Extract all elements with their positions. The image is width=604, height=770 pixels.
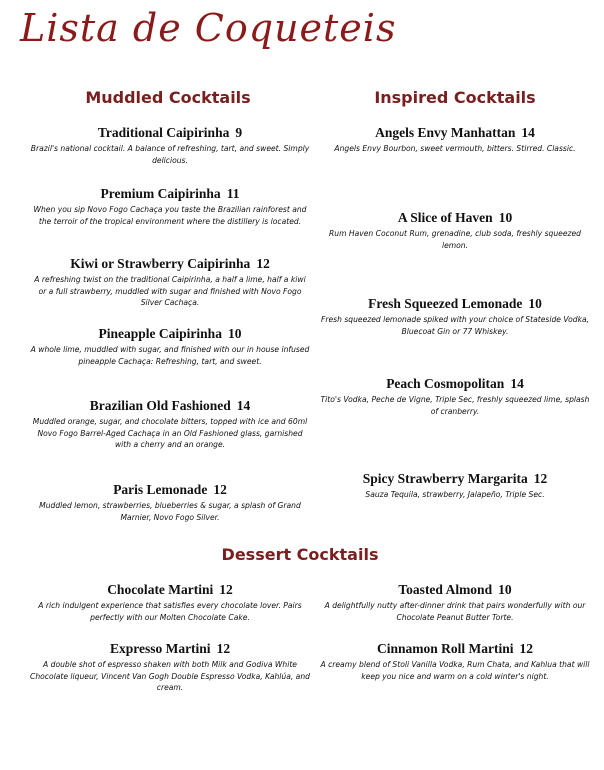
item-description: Sauza Tequila, strawberry, Jalapeño, Triple Sec. [365, 490, 545, 499]
item-price: 14 [521, 125, 535, 140]
menu-item [30, 326, 310, 367]
item-title [316, 125, 594, 141]
item-name: Paris Lemonade [113, 482, 208, 497]
item-name: Peach Cosmopolitan [386, 376, 505, 391]
item-title [30, 125, 310, 141]
menu-item [316, 641, 594, 682]
item-price: 14 [510, 376, 524, 391]
page-title: Lista de Coqueteis [20, 6, 397, 50]
item-title [30, 641, 310, 657]
item-description: A whole lime, muddled with sugar, and finished with our in house infused pineapple Cachaça: Refreshing, tart, and sweet. [30, 345, 310, 366]
item-description: Muddled orange, sugar, and chocolate bitters, topped with ice and 60ml Novo Fogo Barrel-Aged Cachaça in an Old Fashioned glass, garnished with a cherry and an orange. [32, 417, 308, 449]
item-name: Cinnamon Roll Martini [376, 641, 514, 656]
item-description: Tito's Vodka, Peche de Vigne, Triple Sec, freshly squeezed lime, splash of cranberry. [320, 395, 590, 416]
item-name: Premium Caipirinha [100, 186, 221, 201]
menu-item [316, 471, 594, 501]
menu-item [30, 186, 310, 227]
menu-item [30, 482, 310, 523]
item-description: A delightfully nutty after-dinner drink that pairs wonderfully with our Chocolate Peanut Butter Torte. [324, 601, 586, 622]
item-price: 12 [216, 641, 231, 656]
item-name: Spicy Strawberry Margarita [362, 471, 528, 486]
section-heading-inspired: Inspired Cocktails [374, 88, 536, 107]
menu-item [316, 582, 594, 623]
menu-item [316, 210, 594, 251]
section-heading-muddled: Muddled Cocktails [85, 88, 251, 107]
menu-item [316, 296, 594, 337]
item-title [316, 582, 594, 598]
item-price: 12 [519, 641, 533, 656]
item-description: When you sip Novo Fogo Cachaça you taste the Brazilian rainforest and the terroir of the tropical environment where the distillery is located. [33, 205, 307, 226]
item-title [30, 186, 310, 202]
item-price: 12 [533, 471, 548, 486]
menu-item [316, 125, 594, 155]
item-description: Angels Envy Bourbon, sweet vermouth, bitters. Stirred. Classic. [334, 144, 576, 153]
item-name: A Slice of Haven [397, 210, 493, 225]
item-name: Traditional Caipirinha [97, 125, 230, 140]
item-name: Fresh Squeezed Lemonade [368, 296, 523, 311]
item-description: A double shot of espresso shaken with both Milk and Godiva White Chocolate liqueur, Vincent Van Gogh Double Espresso Vodka, Kahlúa, and cream. [30, 660, 310, 692]
item-title [316, 641, 594, 657]
item-title [316, 376, 594, 392]
item-price: 12 [219, 582, 233, 597]
item-title [316, 296, 594, 312]
item-title [30, 256, 310, 272]
item-title [316, 210, 594, 226]
item-description: Fresh squeezed lemonade spiked with your choice of Stateside Vodka, Bluecoat Gin or 77 Whiskey. [320, 315, 590, 336]
section-heading-dessert: Dessert Cocktails [221, 545, 379, 564]
item-name: Toasted Almond [398, 582, 493, 597]
item-price: 10 [227, 326, 242, 341]
item-name: Expresso Martini [109, 641, 211, 656]
item-description: A creamy blend of Stoli Vanilla Vodka, Rum Chata, and Kahlua that will keep you nice and warm on a cold winter's night. [320, 660, 590, 681]
item-price: 10 [528, 296, 542, 311]
item-title [30, 482, 310, 498]
item-description: A refreshing twist on the traditional Caipirinha, a half a lime, half a kiwi or a full strawberry, muddled with sugar and finished with Novo Fogo Silver Cachaça. [34, 275, 306, 307]
item-price: 9 [235, 125, 243, 140]
item-price: 12 [256, 256, 270, 271]
item-price: 10 [498, 582, 512, 597]
item-price: 10 [498, 210, 513, 225]
item-title [30, 398, 310, 414]
item-name: Chocolate Martini [107, 582, 214, 597]
menu-item [30, 256, 310, 309]
menu-item [316, 376, 594, 417]
item-title [30, 326, 310, 342]
item-name: Kiwi or Strawberry Caipirinha [70, 256, 251, 271]
item-description: Muddled lemon, strawberries, blueberries & sugar, a splash of Grand Marnier, Novo Fogo Silver. [39, 501, 301, 522]
item-description: Rum Haven Coconut Rum, grenadine, club soda, freshly squeezed lemon. [329, 229, 581, 250]
menu-item [30, 582, 310, 623]
item-price: 14 [236, 398, 251, 413]
item-name: Brazilian Old Fashioned [89, 398, 231, 413]
menu-item [30, 641, 310, 694]
menu-item [30, 125, 310, 166]
item-description: A rich indulgent experience that satisfies every chocolate lover. Pairs perfectly with our Molten Chocolate Cake. [38, 601, 302, 622]
item-title [316, 471, 594, 487]
item-description: Brazil's national cocktail. A balance of refreshing, tart, and sweet. Simply delicious. [30, 144, 310, 165]
item-price: 12 [213, 482, 227, 497]
item-name: Pineapple Caipirinha [98, 326, 222, 341]
item-price: 11 [226, 186, 240, 201]
item-name: Angels Envy Manhattan [375, 125, 516, 140]
item-title [30, 582, 310, 598]
menu-item [30, 398, 310, 451]
